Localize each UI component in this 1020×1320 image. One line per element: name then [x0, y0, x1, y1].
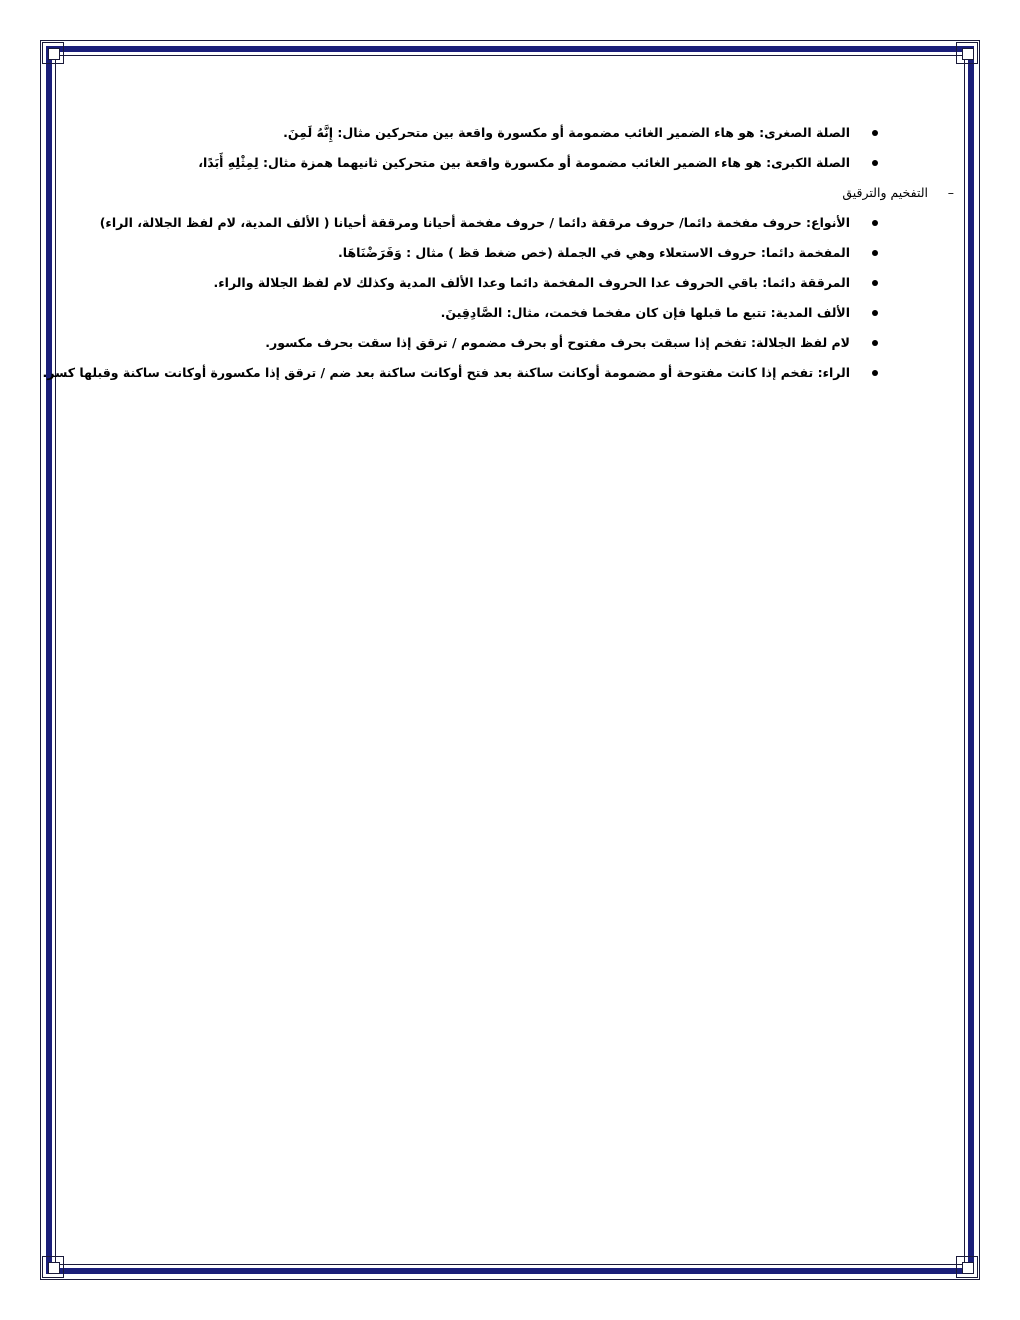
silah-bullet-list [110, 118, 850, 178]
bullet-icon [872, 280, 878, 286]
list-item-text: لام لفظ الجلالة: تفخم إذا سبقت بحرف مفتوح أو بحرف مضموم / ترقق إذا سقت بحرف مكسور. [265, 335, 850, 350]
tafkhim-bullet-list [42, 208, 850, 388]
bullet-icon [872, 370, 878, 376]
list-item [110, 298, 850, 328]
border-corner-ornament [42, 42, 64, 64]
list-item-text: الصلة الصغرى: هو هاء الضمير الغائب مضمومة أو مكسورة واقعة بين متحركين مثال: إِنَّهُ لَمِنَ. [283, 125, 850, 140]
bullet-icon [872, 130, 878, 136]
dash-marker: – [947, 185, 954, 200]
list-item-text: المرققة دائما: باقي الحروف عدا الحروف المفخمة دائما وعدا الألف المدية وكذلك لام لفظ الجلالة والراء. [213, 275, 850, 290]
list-item [110, 328, 850, 358]
list-item-text: الأنواع: حروف مفخمة دائما/ حروف مرققة دائما / حروف مفخمة أحيانا ومرققة أحيانا ( الألف المدية، لام لفظ الجلالة، الراء) [99, 215, 850, 230]
list-item-text: الصلة الكبرى: هو هاء الضمير الغائب مضمومة أو مكسورة واقعة بين متحركين ثانيهما همزة مثال: لِمِثْلِهِ أَبَدًا، [198, 155, 850, 170]
list-item-text: المفخمة دائما: حروف الاستعلاء وهي في الجملة (خص ضغط قظ ) مثال : وَفَرَضْنَاهَا. [338, 245, 850, 260]
border-corner-ornament [956, 42, 978, 64]
border-corner-ornament [956, 1256, 978, 1278]
bullet-icon [872, 340, 878, 346]
bullet-icon [872, 160, 878, 166]
section-heading-text: التفخيم والترقيق [842, 185, 928, 200]
border-corner-ornament [42, 1256, 64, 1278]
list-item [110, 118, 850, 148]
list-item-text: الألف المدية: تتبع ما قبلها فإن كان مفخما فخمت، مثال: الصَّادِقِينَ. [440, 305, 850, 320]
list-item-text: الراء: تفخم إذا كانت مفتوحة أو مضمومة أوكانت ساكنة بعد فتح أوكانت ساكنة بعد ضم / ترقق إذا مكسورة أوكانت ساكنة وقبلها كسر. [42, 365, 850, 380]
bullet-icon [872, 310, 878, 316]
list-item [110, 238, 850, 268]
list-item [42, 358, 850, 388]
document-body [42, 118, 954, 388]
list-item [110, 268, 850, 298]
bullet-icon [872, 250, 878, 256]
list-item [110, 148, 850, 178]
list-item [99, 208, 850, 238]
bullet-icon [872, 220, 878, 226]
section-heading [110, 178, 954, 208]
